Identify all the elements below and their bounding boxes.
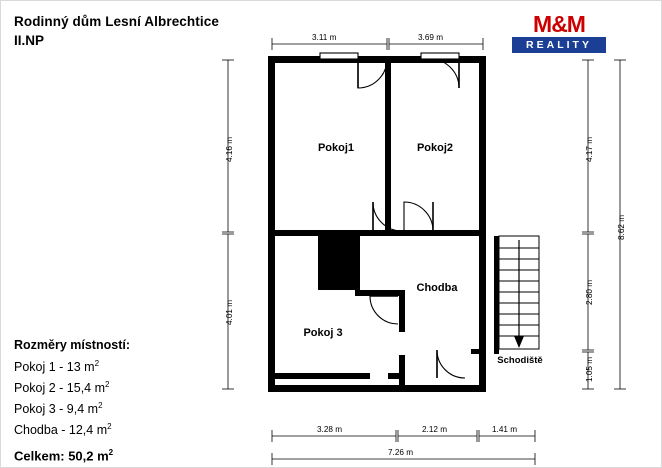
legend-item-label: Chodba - 12,4 m — [14, 423, 108, 438]
legend-item-label: Pokoj 3 - 9,4 m — [14, 402, 99, 417]
page-subtitle: II.NP — [14, 33, 45, 48]
dim-right-mid: 2.80 m — [585, 279, 594, 305]
legend-total-label: Celkem: 50,2 m — [14, 447, 109, 463]
dim-right-upper: 4.17 m — [585, 136, 594, 162]
legend-item-unit: 2 — [94, 359, 100, 368]
legend-total-unit: 2 — [108, 447, 114, 457]
dim-top-right: 3.69 m — [418, 33, 444, 42]
dim-bottom-left: 3.28 m — [317, 425, 343, 434]
room-label-chodba: Chodba — [416, 282, 458, 294]
dim-bottom-right: 1.41 m — [492, 425, 518, 434]
room-label-schodiste: Schodiště — [497, 355, 543, 366]
logo-brand-text: M&M — [533, 10, 585, 37]
dim-left-lower: 4.01 m — [225, 299, 234, 325]
legend-item-unit: 2 — [105, 380, 110, 390]
dim-left-upper: 4.16 m — [225, 136, 234, 162]
legend-heading: Rozměry místností: — [14, 338, 130, 352]
logo-sub-text: REALITY — [526, 39, 592, 51]
room-label-pokoj3: Pokoj 3 — [303, 327, 343, 339]
dim-bottom-mid: 2.12 m — [422, 425, 448, 434]
dim-top-left: 3.11 m — [312, 33, 337, 42]
room-label-pokoj2: Pokoj2 — [416, 142, 454, 154]
dim-right-total: 8.62 m — [617, 214, 626, 240]
page-title: Rodinný dům Lesní Albrechtice — [14, 14, 219, 29]
room-label-pokoj1: Pokoj1 — [317, 142, 355, 154]
dim-right-lower: 1.05 m — [585, 356, 594, 382]
legend-item-label: Pokoj 2 - 15,4 m — [14, 381, 106, 396]
legend-item-unit: 2 — [107, 422, 112, 432]
dim-bottom-total: 7.26 m — [388, 448, 414, 457]
legend-item-label: Pokoj 1 - 13 m — [14, 360, 95, 375]
legend-item-unit: 2 — [98, 401, 103, 411]
